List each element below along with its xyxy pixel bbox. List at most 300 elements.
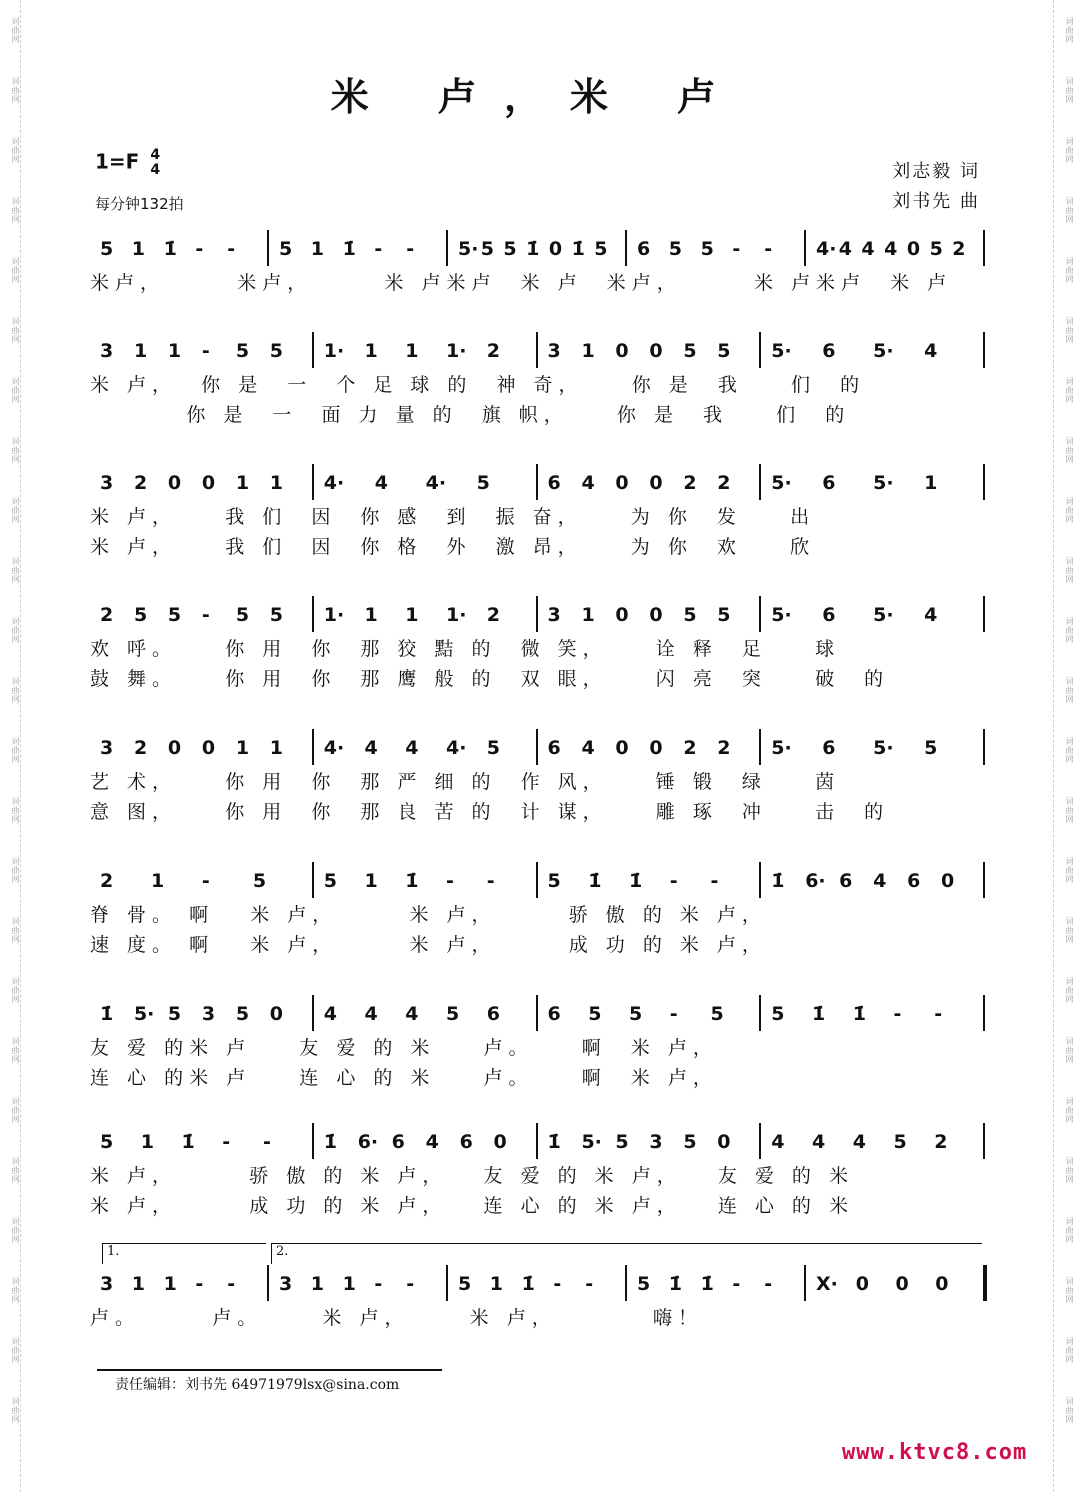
- note: 2: [683, 472, 697, 494]
- note: -: [374, 1273, 383, 1295]
- note: 4: [852, 1131, 866, 1153]
- barline: [983, 332, 985, 368]
- note: 0: [269, 1003, 284, 1025]
- barline: [536, 332, 538, 368]
- watermark-text: 词曲网: [1065, 1396, 1074, 1424]
- note: 4: [873, 870, 887, 892]
- note: 1: [269, 472, 284, 494]
- barline: [983, 1265, 987, 1301]
- barline: [759, 1123, 761, 1159]
- note: 2: [133, 737, 148, 759]
- note: 5·: [458, 238, 479, 260]
- watermark-text: 词曲网: [1065, 256, 1074, 284]
- note: 5·: [133, 1003, 155, 1025]
- lyric-line: 米 卢， 我 们 因 你 格 外 激 昂， 为 你 欢 欣: [90, 536, 816, 558]
- note: 4: [924, 604, 938, 626]
- note: 4: [405, 1003, 419, 1025]
- note: 4: [581, 737, 595, 759]
- barline: [536, 995, 538, 1031]
- watermark-text: 词曲网: [11, 856, 20, 884]
- note: 1̇: [668, 1273, 683, 1295]
- barline: [983, 1123, 985, 1159]
- note: -: [553, 1273, 562, 1295]
- watermark-text: 词曲网: [1065, 76, 1074, 104]
- note: -: [710, 870, 719, 892]
- barline: [983, 862, 985, 898]
- lyric-line: 米 卢， 你 是 一 个 足 球 的 神 奇， 你 是 我 们 的: [90, 374, 866, 396]
- note: 2: [486, 604, 500, 626]
- note: 4·: [323, 737, 345, 759]
- note: 6·: [805, 870, 826, 892]
- note: 1: [167, 340, 182, 362]
- note: 0: [548, 238, 563, 260]
- note: 1̇: [342, 238, 356, 260]
- note: 5·: [873, 604, 894, 626]
- note: 5: [588, 1003, 602, 1025]
- note: 6: [822, 472, 836, 494]
- barline: [536, 464, 538, 500]
- barline: [312, 596, 314, 632]
- watermark-text: 词曲网: [11, 916, 20, 944]
- note: 5: [668, 238, 683, 260]
- note: 5: [629, 1003, 643, 1025]
- note: 1̇: [163, 238, 177, 260]
- barline: [446, 230, 448, 266]
- note: 0: [941, 870, 955, 892]
- note: 6·: [357, 1131, 379, 1153]
- note: 6: [391, 1131, 405, 1153]
- note: -: [446, 870, 454, 892]
- note: 4: [771, 1131, 785, 1153]
- note: 1̇: [588, 870, 602, 892]
- watermark-text: 词曲网: [11, 436, 20, 464]
- note: 1̇: [571, 238, 585, 260]
- note: 5·: [771, 737, 792, 759]
- lyric-line: 友 爱 的米 卢 友 爱 的 米 卢。 啊 米 卢，: [90, 1037, 718, 1059]
- note: 5: [446, 1003, 460, 1025]
- note: 1: [581, 604, 595, 626]
- note: 5: [100, 238, 114, 260]
- note: 1: [269, 737, 284, 759]
- note: 2: [934, 1131, 948, 1153]
- note: 0: [615, 737, 629, 759]
- watermark-text: 词曲网: [11, 136, 20, 164]
- note: 1̇: [100, 1003, 114, 1025]
- note: -: [201, 340, 210, 362]
- note: 1: [405, 604, 419, 626]
- note: 0: [649, 340, 663, 362]
- watermark-text: 词曲网: [1065, 1216, 1074, 1244]
- note: 4·: [323, 472, 345, 494]
- watermark-text: 词曲网: [1065, 1336, 1074, 1364]
- note: 4: [838, 238, 852, 260]
- watermark-text: 词曲网: [1065, 196, 1074, 224]
- note: 4: [374, 472, 388, 494]
- barline: [312, 464, 314, 500]
- note: 5: [710, 1003, 724, 1025]
- lyricist: 刘志毅 词: [892, 161, 980, 182]
- note: 0: [717, 1131, 731, 1153]
- watermark-text: 词曲网: [11, 1096, 20, 1124]
- note: 5: [235, 604, 250, 626]
- watermark-text: 词曲网: [11, 976, 20, 1004]
- note: 1̇: [852, 1003, 866, 1025]
- barline: [759, 995, 761, 1031]
- watermark-text: 词曲网: [11, 1276, 20, 1304]
- note: 5: [486, 737, 500, 759]
- note: 5: [893, 1131, 907, 1153]
- note: 3: [201, 1003, 216, 1025]
- note: 6: [822, 737, 836, 759]
- note: 1: [133, 340, 148, 362]
- barline: [536, 729, 538, 765]
- lyric-line: 艺 术， 你 用 你 那 严 细 的 作 风， 锤 锻 绿 茵: [90, 771, 841, 793]
- barline: [536, 1123, 538, 1159]
- barline: [759, 729, 761, 765]
- note: 4: [812, 1131, 826, 1153]
- note: 1·: [446, 604, 467, 626]
- watermark-text: 词曲网: [1065, 496, 1074, 524]
- note: 5·: [581, 1131, 602, 1153]
- note: 3: [100, 340, 114, 362]
- note: -: [201, 604, 210, 626]
- note: 5: [717, 340, 731, 362]
- site-watermark: www.ktvc8.com: [842, 1440, 1028, 1465]
- lyric-line: 米卢， 米卢， 米 卢米卢 米 卢 米卢， 米 卢米卢 米 卢: [90, 272, 953, 294]
- lyric-line: 卢。 卢。 米 卢， 米 卢， 嗨！: [90, 1307, 704, 1329]
- watermark-text: 词曲网: [11, 16, 20, 44]
- watermark-text: 词曲网: [1065, 1276, 1074, 1304]
- time-denominator: 4: [150, 162, 161, 178]
- note: 1: [342, 1273, 356, 1295]
- note: 0: [615, 340, 629, 362]
- note: 5: [100, 1131, 114, 1153]
- note: 5: [547, 870, 561, 892]
- note: 2: [717, 737, 731, 759]
- barline: [759, 596, 761, 632]
- barline: [804, 1265, 806, 1301]
- volta-first-ending: 1.: [102, 1243, 266, 1264]
- note: 4: [364, 1003, 378, 1025]
- note: 0: [906, 238, 921, 260]
- note: 1: [131, 238, 146, 260]
- note: 2: [486, 340, 500, 362]
- barline: [759, 332, 761, 368]
- note: 6: [459, 1131, 473, 1153]
- watermark-text: 词曲网: [11, 1036, 20, 1064]
- tempo: 每分钟132拍: [95, 195, 184, 213]
- note: 5: [929, 238, 943, 260]
- lyric-line: 欢 呼。 你 用 你 那 狡 黠 的 微 笑， 诠 释 足 球: [90, 638, 841, 660]
- note: 6: [547, 737, 561, 759]
- lyric-line: 你 是 一 面 力 量 的 旗 帜， 你 是 我 们 的: [90, 404, 851, 426]
- barline: [312, 729, 314, 765]
- note: 5: [235, 340, 250, 362]
- watermark-text: 词曲网: [11, 556, 20, 584]
- note: -: [263, 1131, 271, 1153]
- watermark-text: 词曲网: [1065, 676, 1074, 704]
- note: 4: [581, 472, 595, 494]
- barline: [536, 862, 538, 898]
- note: 1: [140, 1131, 154, 1153]
- note: 0: [493, 1131, 507, 1153]
- note: 1̇: [700, 1273, 714, 1295]
- volta-second-ending: 2.: [271, 1243, 982, 1264]
- note: -: [486, 870, 495, 892]
- barline: [267, 230, 269, 266]
- note: 1: [364, 340, 378, 362]
- note: 1: [581, 340, 595, 362]
- note: 1: [489, 1273, 504, 1295]
- note: 1·: [323, 604, 345, 626]
- note: 5: [269, 604, 284, 626]
- note: 6: [822, 340, 836, 362]
- barline: [625, 230, 627, 266]
- note: 3: [547, 340, 561, 362]
- left-watermark-strip: [0, 0, 21, 1492]
- note: 1̇: [771, 870, 785, 892]
- note: 2: [100, 604, 114, 626]
- note: -: [406, 238, 415, 260]
- watermark-text: 词曲网: [1065, 976, 1074, 1004]
- watermark-text: 词曲网: [1065, 616, 1074, 644]
- note: 1̇: [521, 1273, 535, 1295]
- note: 2: [952, 238, 966, 260]
- note: 5·: [771, 472, 792, 494]
- barline: [625, 1265, 627, 1301]
- watermark-text: 词曲网: [11, 1156, 20, 1184]
- watermark-text: 词曲网: [11, 616, 20, 644]
- watermark-text: 词曲网: [11, 196, 20, 224]
- note: 3: [547, 604, 561, 626]
- note: 5: [133, 604, 148, 626]
- note: 4: [323, 1003, 337, 1025]
- note: 5: [637, 1273, 651, 1295]
- watermark-text: 词曲网: [1065, 796, 1074, 824]
- note: X·: [816, 1273, 838, 1295]
- watermark-text: 词曲网: [1065, 136, 1074, 164]
- note: 1̇: [181, 1131, 195, 1153]
- watermark-text: 词曲网: [1065, 436, 1074, 464]
- note: 5: [235, 1003, 250, 1025]
- note: 5: [503, 238, 517, 260]
- note: -: [893, 1003, 902, 1025]
- note: 1: [310, 1273, 325, 1295]
- note: 2: [683, 737, 697, 759]
- song-title: 米 卢，米 卢: [330, 75, 744, 119]
- note: 1: [163, 1273, 177, 1295]
- note: 6: [822, 604, 836, 626]
- watermark-text: 词曲网: [1065, 856, 1074, 884]
- note: 5: [323, 870, 337, 892]
- time-signature: [150, 148, 160, 178]
- note: 5: [594, 238, 608, 260]
- note: 0: [895, 1273, 909, 1295]
- watermark-text: 词曲网: [1065, 1036, 1074, 1064]
- note: 1·: [323, 340, 345, 362]
- note: 4: [861, 238, 875, 260]
- lyric-line: 米 卢， 成 功 的 米 卢， 连 心 的 米 卢， 连 心 的 米: [90, 1195, 854, 1217]
- note: -: [406, 1273, 415, 1295]
- note: 0: [615, 604, 629, 626]
- watermark-text: 词曲网: [11, 676, 20, 704]
- barline: [759, 464, 761, 500]
- watermark-text: 词曲网: [11, 256, 20, 284]
- note: 5: [252, 870, 267, 892]
- note: 4: [884, 238, 898, 260]
- lyric-line: 鼓 舞。 你 用 你 那 鹰 般 的 双 眼， 闪 亮 突 破 的: [90, 668, 890, 690]
- watermark-text: 词曲网: [1065, 1156, 1074, 1184]
- lyric-line: 连 心 的米 卢 连 心 的 米 卢。 啊 米 卢，: [90, 1067, 718, 1089]
- lyric-line: 速 度。 啊 米 卢， 米 卢， 成 功 的 米 卢，: [90, 934, 767, 956]
- note: 5: [683, 604, 697, 626]
- note: 6: [486, 1003, 500, 1025]
- watermark-text: 词曲网: [11, 76, 20, 104]
- note: -: [764, 238, 773, 260]
- watermark-text: 词曲网: [1065, 556, 1074, 584]
- note: 3: [100, 1273, 114, 1295]
- note: -: [374, 238, 383, 260]
- note: 1: [364, 604, 378, 626]
- note: 6: [547, 472, 561, 494]
- note: -: [227, 1273, 236, 1295]
- note: 1: [364, 870, 378, 892]
- watermark-text: 词曲网: [1065, 916, 1074, 944]
- note: 2: [717, 472, 731, 494]
- note: 0: [649, 737, 663, 759]
- note: 1̇: [526, 238, 540, 260]
- note: 4: [405, 737, 419, 759]
- watermark-text: 词曲网: [11, 1216, 20, 1244]
- note: 4: [364, 737, 378, 759]
- note: 6: [839, 870, 853, 892]
- watermark-text: 词曲网: [11, 736, 20, 764]
- note: 0: [649, 604, 663, 626]
- note: 0: [201, 737, 216, 759]
- note: 5: [279, 238, 293, 260]
- barline: [267, 1265, 269, 1301]
- watermark-text: 词曲网: [1065, 16, 1074, 44]
- lyric-line: 米 卢， 骄 傲 的 米 卢， 友 爱 的 米 卢， 友 爱 的 米: [90, 1165, 854, 1187]
- lyric-line: 意 图， 你 用 你 那 良 苦 的 计 谋， 雕 琢 冲 击 的: [90, 801, 890, 823]
- barline: [312, 1123, 314, 1159]
- note: 4·: [425, 472, 447, 494]
- barline: [312, 995, 314, 1031]
- note: 1: [235, 737, 250, 759]
- note: 6: [637, 238, 651, 260]
- note: 5: [458, 1273, 472, 1295]
- time-numerator: 4: [150, 147, 161, 163]
- note: 3: [649, 1131, 663, 1153]
- note: -: [732, 238, 741, 260]
- barline: [536, 596, 538, 632]
- note: -: [669, 870, 678, 892]
- watermark-text: 词曲网: [1065, 1096, 1074, 1124]
- note: -: [585, 1273, 594, 1295]
- note: 3: [100, 737, 114, 759]
- barline: [804, 230, 806, 266]
- key-signature: [95, 148, 160, 178]
- note: 5·: [771, 604, 792, 626]
- composer: 刘书先 曲: [892, 191, 980, 212]
- note: 2: [100, 870, 114, 892]
- watermark-text: 词曲网: [11, 1396, 20, 1424]
- lyric-line: 脊 骨。 啊 米 卢， 米 卢， 骄 傲 的 米 卢，: [90, 904, 767, 926]
- note: 2: [133, 472, 148, 494]
- note: 4·: [446, 737, 467, 759]
- watermark-text: 词曲网: [1065, 316, 1074, 344]
- note: 4: [924, 340, 938, 362]
- note: 5: [924, 737, 938, 759]
- barline: [446, 1265, 448, 1301]
- note: 6: [547, 1003, 561, 1025]
- note: 5·: [873, 737, 894, 759]
- note: 5: [167, 604, 182, 626]
- note: -: [764, 1273, 773, 1295]
- note: 0: [649, 472, 663, 494]
- watermark-text: 词曲网: [1065, 376, 1074, 404]
- note: -: [195, 238, 204, 260]
- watermark-text: 词曲网: [1065, 736, 1074, 764]
- note: 1: [131, 1273, 146, 1295]
- note: 1·: [446, 340, 467, 362]
- note: 5: [476, 472, 490, 494]
- note: 1: [150, 870, 165, 892]
- note: -: [934, 1003, 943, 1025]
- note: 0: [615, 472, 629, 494]
- note: 5·: [873, 472, 894, 494]
- barline: [983, 596, 985, 632]
- note: -: [227, 238, 236, 260]
- note: 0: [167, 472, 182, 494]
- note: 1: [405, 340, 419, 362]
- note: 5: [683, 1131, 697, 1153]
- note: 1: [235, 472, 250, 494]
- note: -: [195, 1273, 204, 1295]
- note: 5: [167, 1003, 182, 1025]
- barline: [983, 464, 985, 500]
- note: 5: [615, 1131, 629, 1153]
- note: 5: [269, 340, 284, 362]
- barline: [983, 995, 985, 1031]
- note: 0: [855, 1273, 869, 1295]
- watermark-text: 词曲网: [11, 496, 20, 524]
- note: 5: [717, 604, 731, 626]
- note: 3: [100, 472, 114, 494]
- barline: [759, 862, 761, 898]
- note: 5·: [873, 340, 894, 362]
- note: 1: [310, 238, 325, 260]
- watermark-text: 词曲网: [11, 1336, 20, 1364]
- note: 1̇: [812, 1003, 826, 1025]
- key-text: 1=F: [95, 149, 140, 174]
- watermark-text: 词曲网: [11, 316, 20, 344]
- watermark-text: 词曲网: [11, 376, 20, 404]
- note: 1̇: [629, 870, 643, 892]
- note: 4: [425, 1131, 439, 1153]
- note: 5·: [771, 340, 792, 362]
- footer-divider: [97, 1369, 442, 1371]
- note: -: [669, 1003, 678, 1025]
- note: 5: [700, 238, 714, 260]
- barline: [983, 230, 985, 266]
- note: 4·: [816, 238, 837, 260]
- note: -: [222, 1131, 231, 1153]
- note: 3: [279, 1273, 293, 1295]
- note: 5: [480, 238, 494, 260]
- note: 1̇: [547, 1131, 561, 1153]
- note: 0: [167, 737, 182, 759]
